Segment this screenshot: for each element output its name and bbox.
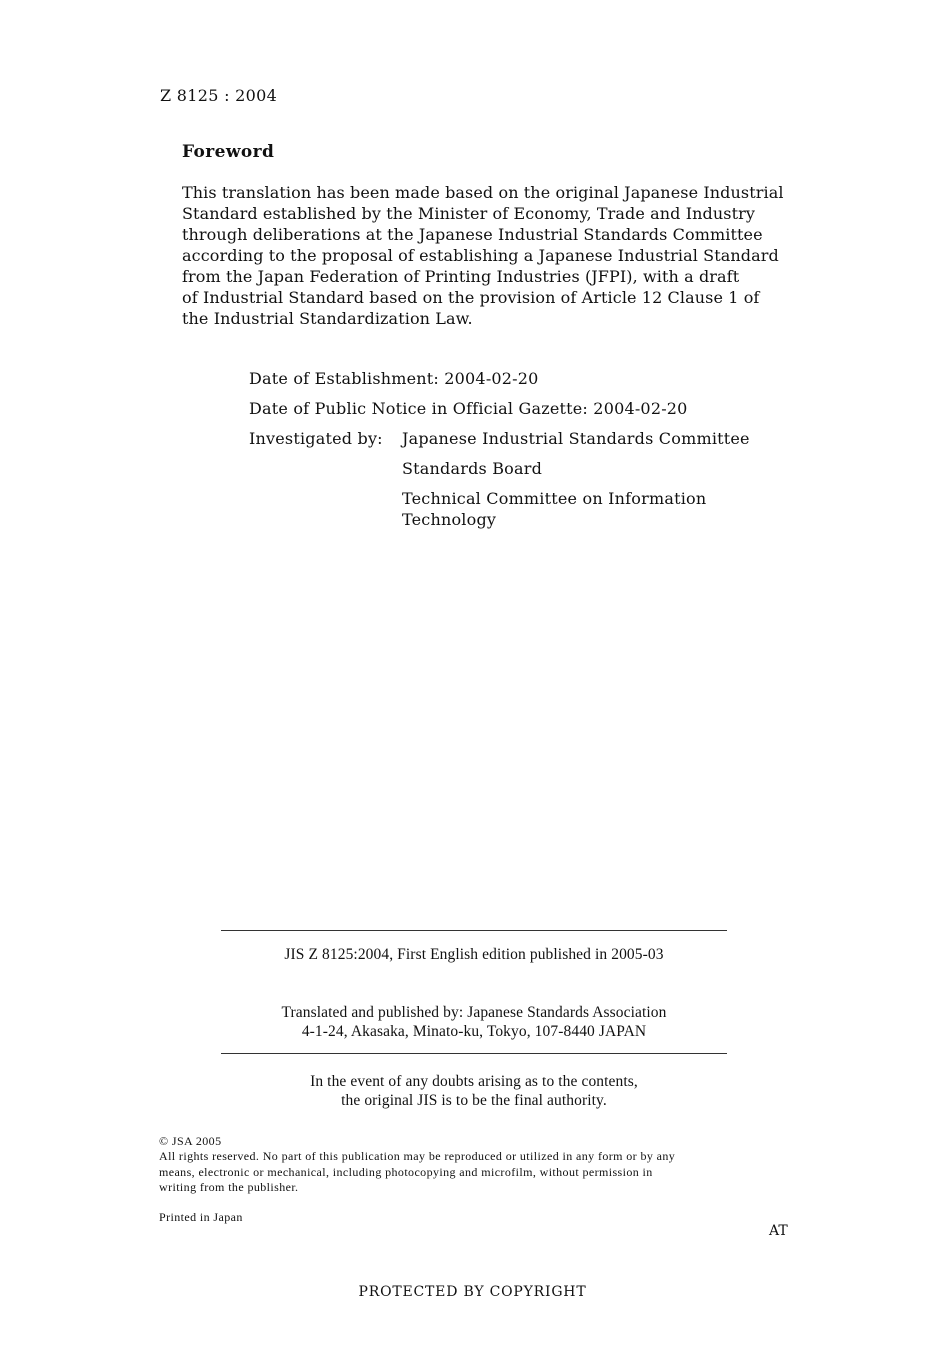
divider-top xyxy=(221,930,727,931)
divider-bottom xyxy=(221,1053,727,1054)
paragraph-line: Standard established by the Minister of Economy, Trade and Industry xyxy=(182,204,755,223)
rights-line: writing from the publisher. xyxy=(159,1180,299,1194)
paragraph-line: of Industrial Standard based on the provision of Article 12 Clause 1 of xyxy=(182,288,760,307)
public-notice-date: Date of Public Notice in Official Gazette: 2004-02-20 xyxy=(249,399,688,418)
investigating-committee: Japanese Industrial Standards Committee xyxy=(402,429,750,448)
section-heading: Foreword xyxy=(182,142,275,162)
printed-in: Printed in Japan xyxy=(159,1210,243,1224)
establishment-date: Date of Establishment: 2004-02-20 xyxy=(249,369,539,388)
copyright-notice: © JSA 2005 xyxy=(159,1134,222,1148)
rights-line: All rights reserved. No part of this publication may be reproduced or utilized in any form or by any xyxy=(159,1149,676,1163)
paragraph-line: according to the proposal of establishing a Japanese Industrial Standard xyxy=(182,246,779,265)
technical-committee-line2: Technology xyxy=(402,510,497,529)
publisher-address: 4-1-24, Akasaka, Minato-ku, Tokyo, 107-8440 JAPAN xyxy=(301,1023,647,1040)
publisher-line: Translated and published by: Japanese Standards Association xyxy=(281,1004,667,1021)
rights-line: means, electronic or mechanical, including photocopying and microfilm, without permission in xyxy=(159,1164,653,1179)
technical-committee-line1: Technical Committee on Information xyxy=(402,489,707,508)
foreword-paragraph xyxy=(182,182,794,329)
paragraph-line: from the Japan Federation of Printing Industries (JFPI), with a draft xyxy=(182,267,740,286)
corner-mark: AT xyxy=(769,1223,788,1239)
document-id: Z 8125 : 2004 xyxy=(160,86,278,105)
investigated-by-label: Investigated by: xyxy=(249,429,383,448)
rights-reserved xyxy=(159,1149,791,1196)
investigating-board: Standards Board xyxy=(402,459,543,478)
paragraph-line: This translation has been made based on the original Japanese Industrial xyxy=(182,183,784,202)
authority-note-line1: In the event of any doubts arising as to the contents, xyxy=(310,1073,638,1090)
edition-line: JIS Z 8125:2004, First English edition published in 2005-03 xyxy=(284,946,664,963)
paragraph-line: the Industrial Standardization Law. xyxy=(182,309,473,328)
copyright-footer: PROTECTED BY COPYRIGHT xyxy=(358,1284,587,1300)
authority-note-line2: the original JIS is to be the final authority. xyxy=(341,1092,607,1109)
paragraph-line: through deliberations at the Japanese Industrial Standards Committee xyxy=(182,225,763,244)
